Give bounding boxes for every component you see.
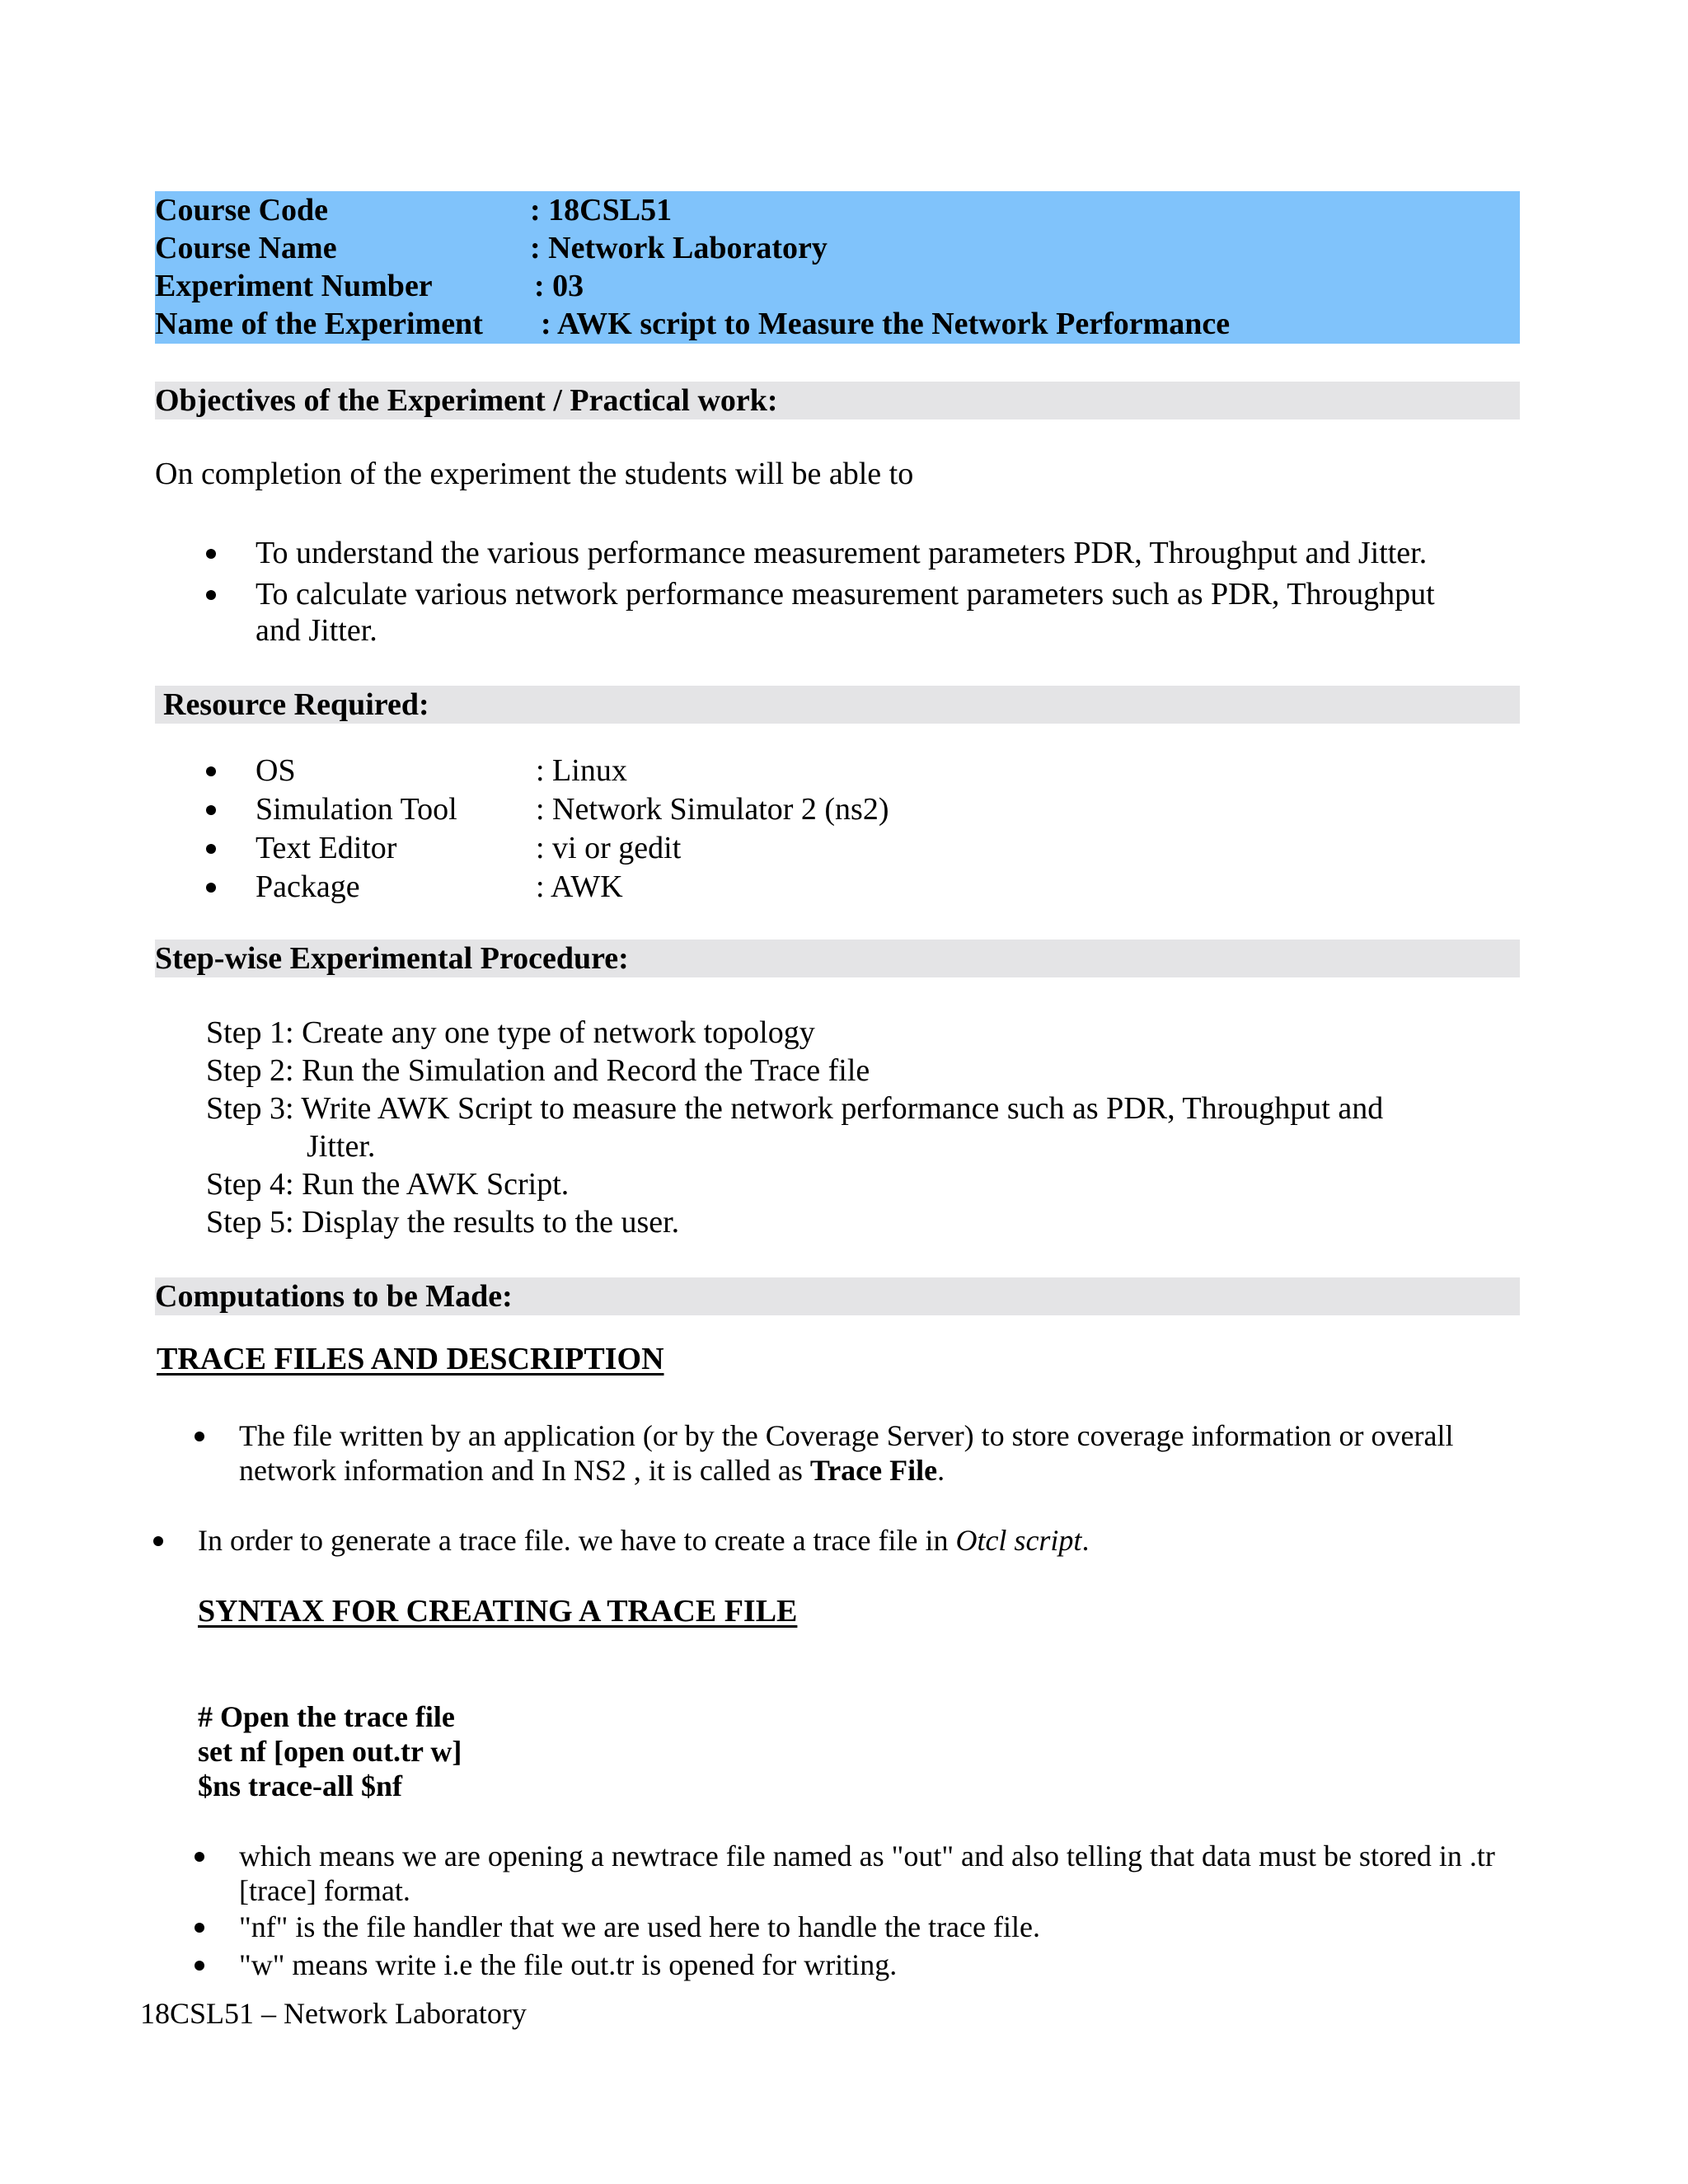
procedure-heading: Step-wise Experimental Procedure: — [155, 940, 1520, 977]
experiment-name-value: : AWK script to Measure the Network Performance — [541, 307, 1231, 341]
bullet-icon — [153, 1536, 163, 1546]
course-code-label: Course Code — [155, 193, 329, 227]
objectives-heading: Objectives of the Experiment / Practical work: — [155, 382, 1520, 419]
resource-value: : AWK — [536, 869, 623, 904]
resources-heading: Resource Required: — [155, 686, 1520, 724]
code-line: $ns trace-all $nf — [198, 1769, 402, 1802]
trace-description-line — [239, 1453, 945, 1488]
generate-trace-punct: . — [1081, 1524, 1090, 1557]
bullet-icon — [206, 766, 216, 776]
syntax-heading: SYNTAX FOR CREATING A TRACE FILE — [198, 1594, 798, 1629]
bullet-icon — [206, 844, 216, 854]
note-line: "w" means write i.e the file out.tr is opened for writing. — [239, 1948, 898, 1981]
resource-key: OS — [256, 753, 296, 788]
course-name-value: : Network Laboratory — [530, 231, 828, 265]
objective-item-continued: and Jitter. — [256, 613, 377, 648]
trace-files-heading: TRACE FILES AND DESCRIPTION — [157, 1342, 664, 1376]
generate-trace-line — [198, 1523, 1089, 1558]
bullet-icon — [195, 1852, 204, 1862]
otcl-script-term: Otcl script — [955, 1524, 1082, 1557]
code-line: # Open the trace file — [198, 1700, 455, 1733]
computations-heading: Computations to be Made: — [155, 1277, 1520, 1315]
trace-description-line: The file written by an application (or by the Coverage Server) to store coverage information or overall — [239, 1419, 1454, 1452]
procedure-step-continued: Jitter. — [307, 1129, 376, 1164]
objective-item: To calculate various network performance measurement parameters such as PDR, Throughput — [256, 577, 1435, 612]
note-line: which means we are opening a newtrace file named as "out" and also telling that data must be stored in .tr — [239, 1840, 1495, 1872]
course-code-value: : 18CSL51 — [530, 193, 673, 227]
resource-key: Text Editor — [256, 831, 397, 865]
trace-description-text: network information and In NS2 , it is called as — [239, 1454, 810, 1487]
note-line-continued: [trace] format. — [239, 1874, 410, 1907]
resource-key: Simulation Tool — [256, 792, 457, 827]
generate-trace-text: In order to generate a trace file. we have to create a trace file in — [198, 1524, 956, 1557]
resource-value: : Network Simulator 2 (ns2) — [536, 792, 889, 827]
procedure-step: Step 3: Write AWK Script to measure the network performance such as PDR, Throughput and — [206, 1091, 1384, 1126]
trace-description-punct: . — [937, 1454, 945, 1487]
bullet-icon — [195, 1432, 204, 1441]
bullet-icon — [195, 1923, 204, 1933]
course-info-box — [155, 191, 1520, 344]
experiment-number-label: Experiment Number — [155, 269, 433, 303]
page-footer: 18CSL51 – Network Laboratory — [140, 1997, 527, 2030]
resource-value: : Linux — [536, 753, 627, 788]
resource-key: Package — [256, 869, 360, 904]
objectives-intro: On completion of the experiment the students will be able to — [155, 457, 914, 491]
resource-value: : vi or gedit — [536, 831, 682, 865]
trace-file-term: Trace File — [809, 1454, 938, 1487]
bullet-icon — [206, 883, 216, 893]
procedure-step: Step 2: Run the Simulation and Record the Trace file — [206, 1053, 870, 1088]
experiment-name-label: Name of the Experiment — [155, 307, 483, 341]
procedure-step: Step 4: Run the AWK Script. — [206, 1167, 570, 1202]
bullet-icon — [206, 590, 216, 600]
procedure-step: Step 5: Display the results to the user. — [206, 1205, 680, 1240]
note-line: "nf" is the file handler that we are used here to handle the trace file. — [239, 1910, 1040, 1943]
experiment-number-value: : 03 — [534, 269, 584, 303]
bullet-icon — [195, 1961, 204, 1971]
procedure-step: Step 1: Create any one type of network topology — [206, 1015, 815, 1050]
bullet-icon — [206, 549, 216, 559]
course-name-label: Course Name — [155, 231, 337, 265]
code-line: set nf [open out.tr w] — [198, 1735, 462, 1768]
objective-item: To understand the various performance measurement parameters PDR, Throughput and Jitter. — [256, 536, 1428, 570]
bullet-icon — [206, 805, 216, 815]
